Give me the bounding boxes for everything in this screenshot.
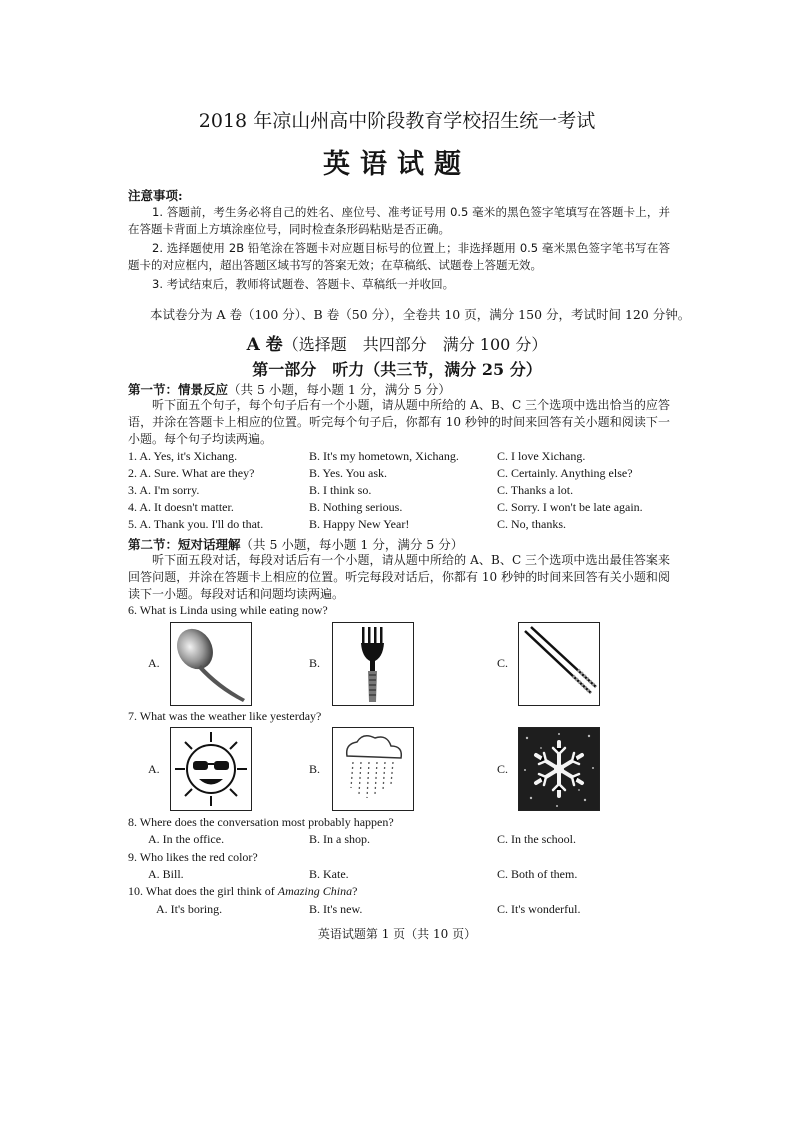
page-footer: 英语试题第 1 页（共 10 页） (317, 927, 477, 941)
q4-option-b: B. Nothing serious. (309, 500, 403, 514)
notices-heading: 注意事项: (128, 188, 183, 203)
q7-image-a (170, 727, 252, 811)
q6-image-a (170, 622, 252, 706)
q2-option-a: 2. A. Sure. What are they? (128, 466, 255, 480)
section2-instructions: 听下面五段对话，每段对话后有一个小题，请从题中所给的 A、B、C 三个选项中选出最佳答案来回答问题，并涂在答题卡上相应的位置。听完每段对话后，你都有 10 秒钟的时间来回答有关小题和阅读下一小题。每段对话和问题均读两遍。 (128, 553, 670, 601)
fork-icon (333, 623, 413, 705)
q6-label-a: A. (148, 656, 160, 670)
q3-option-c: C. Thanks a lot. (497, 483, 574, 497)
volume-desc: （选择题 共四部分 满分 100 分） (282, 335, 548, 354)
q1-option-a: 1. A. Yes, it's Xichang. (128, 449, 238, 463)
q3-option-b: B. I think so. (309, 483, 372, 497)
section1-score: （共 5 小题，每小题 1 分，满分 5 分） (228, 382, 451, 397)
sun-icon (171, 728, 251, 810)
q8-option-b: B. In a shop. (309, 832, 370, 846)
section1-instructions: 听下面五个句子，每个句子后有一个小题，请从题中所给的 A、B、C 三个选项中选出恰当的应答语，并涂在答题卡上相应的位置。听完每个句子后，你都有 10 秒钟的时间来回答有关小题和阅读下一小题。每个句子均读两遍。 (128, 398, 670, 446)
q5-option-b: B. Happy New Year! (309, 517, 410, 531)
notice-item-1: 1. 答题前，考生务必将自己的姓名、座位号、准考证号用 0.5 毫米的黑色签字笔填写在答题卡上，并在答题卡背面上方填涂座位号，同时检查条形码粘贴是否正确。 (128, 205, 670, 236)
q6-image-b (332, 622, 414, 706)
q9-text: 9. Who likes the red color? (128, 850, 258, 864)
q10-option-b: B. It's new. (309, 902, 363, 916)
section2-title: 第二节：短对话理解 (128, 537, 241, 552)
part-heading: 第一部分 听力（共三节，满分 25 分） (252, 360, 542, 379)
chopsticks-icon (519, 623, 599, 705)
q3-option-a: 3. A. I'm sorry. (128, 483, 200, 497)
q6-image-c (518, 622, 600, 706)
q6-label-b: B. (309, 656, 321, 670)
q9-option-b: B. Kate. (309, 867, 349, 881)
volume-name: A 卷 (246, 335, 283, 355)
exam-title: 2018 年凉山州高中阶段教育学校招生统一考试 (198, 110, 596, 132)
section2-score: （共 5 小题，每小题 1 分，满分 5 分） (240, 537, 464, 552)
q4-option-a: 4. A. It doesn't matter. (128, 500, 234, 514)
q1-option-b: B. It's my hometown, Xichang. (309, 449, 459, 463)
q7-label-b: B. (309, 762, 321, 776)
q5-option-a: 5. A. Thank you. I'll do that. (128, 517, 264, 531)
q7-label-c: C. (497, 762, 509, 776)
q4-option-c: C. Sorry. I won't be late again. (497, 500, 643, 514)
q10-option-a: A. It's boring. (156, 902, 223, 916)
q7-text: 7. What was the weather like yesterday? (128, 709, 322, 723)
notice-item-3: 3. 考试结束后，教师将试题卷、答题卡、草稿纸一并收回。 (152, 277, 455, 291)
exam-subtitle: 英语试题 (323, 149, 471, 180)
section1-title: 第一节：情景反应 (128, 382, 229, 397)
section1-heading (128, 380, 451, 398)
q10-text-post: ? (352, 884, 358, 898)
spoon-icon (171, 623, 251, 705)
q7-image-b (332, 727, 414, 811)
q10-text-pre: 10. What does the girl think of (128, 884, 278, 898)
q2-option-b: B. Yes. You ask. (309, 466, 388, 480)
q7-label-a: A. (148, 762, 160, 776)
q2-option-c: C. Certainly. Anything else? (497, 466, 633, 480)
q5-option-c: C. No, thanks. (497, 517, 566, 531)
q10-text (128, 884, 357, 899)
section2-heading (128, 535, 463, 553)
q10-option-c: C. It's wonderful. (497, 902, 581, 916)
q1-option-c: C. I love Xichang. (497, 449, 586, 463)
q9-option-a: A. Bill. (148, 867, 184, 881)
q9-option-c: C. Both of them. (497, 867, 578, 881)
q8-option-c: C. In the school. (497, 832, 576, 846)
rain-cloud-icon (333, 728, 413, 810)
q6-text: 6. What is Linda using while eating now? (128, 603, 328, 617)
notice-item-2: 2. 选择题使用 2B 铅笔涂在答题卡对应题目标号的位置上；非选择题用 0.5 毫米黑色签字笔书写在答题卡的对应框内，超出答题区域书写的答案无效；在草稿纸、试题卷上答题无效。 (128, 241, 670, 272)
q8-option-a: A. In the office. (148, 832, 225, 846)
snowflake-icon (519, 728, 599, 810)
q6-label-c: C. (497, 656, 509, 670)
q10-text-title: Amazing China (277, 884, 353, 898)
volume-heading (0, 330, 794, 355)
exam-info: 本试卷分为 A 卷（100 分）、B 卷（50 分），全卷共 10 页，满分 150 分，考试时间 120 分钟。 (150, 307, 691, 322)
q8-text: 8. Where does the conversation most probably happen? (128, 815, 394, 829)
q7-image-c (518, 727, 600, 811)
